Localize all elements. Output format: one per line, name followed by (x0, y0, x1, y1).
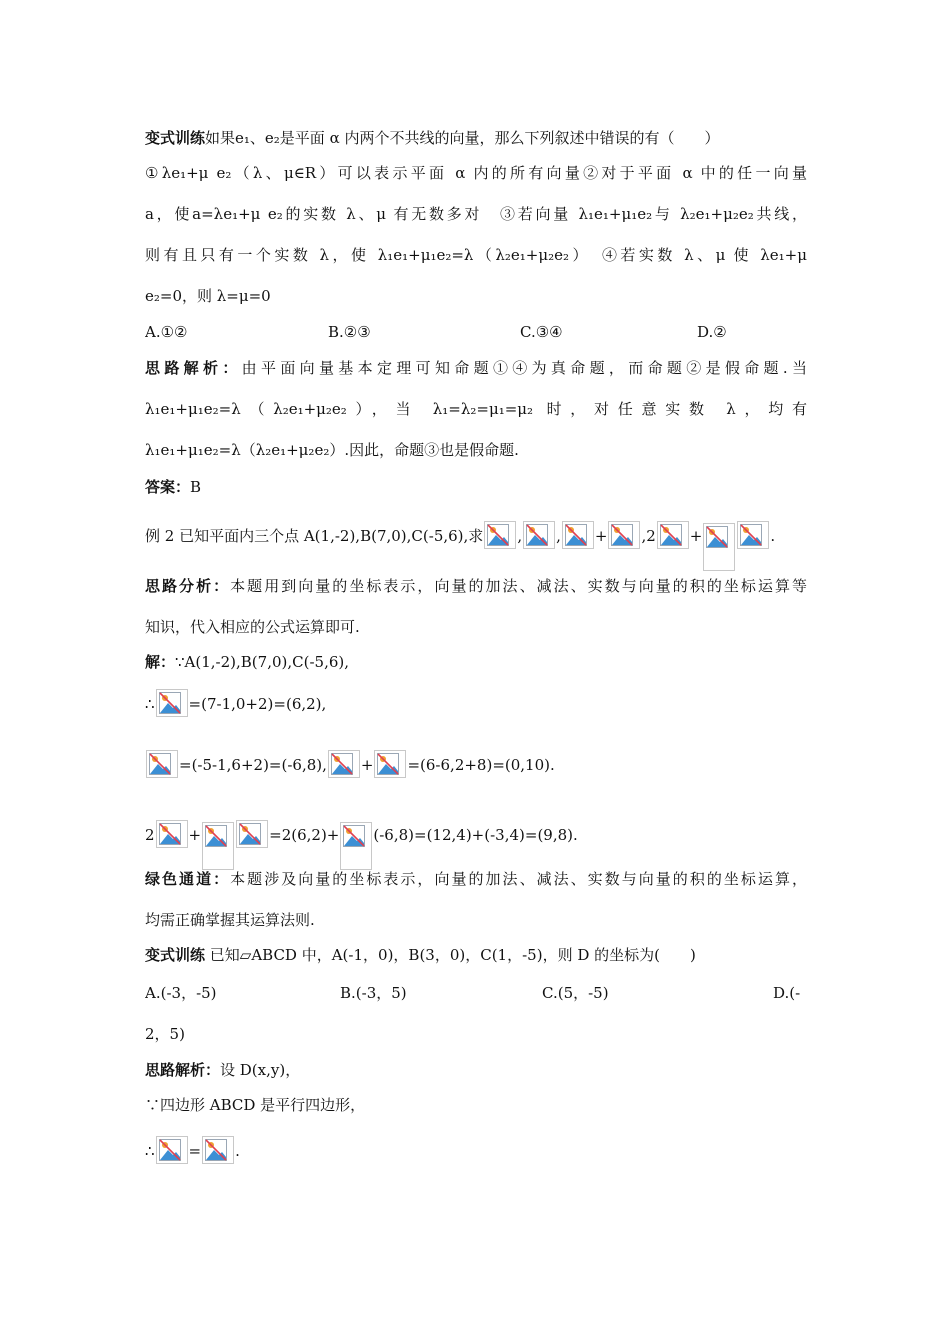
option-c: C.(5，-5) (542, 984, 609, 1002)
vector-image-icon (484, 521, 516, 549)
example2-step-1: ∴ =(7-1,0+2)=(6,2), (145, 683, 807, 729)
vector-image-icon (657, 521, 689, 549)
variant1-line-5: e₂=0，则 λ=μ=0 (145, 287, 271, 305)
variant2-analysis-line-1: 思路解析：设 D(x,y)， (145, 1061, 301, 1079)
option-a: A.(-3，-5) (145, 984, 217, 1002)
variant1-line-4: 则有且只有一个实数 λ，使 λ₁e₁+μ₁e₂=λ（λ₂e₁+μ₂e₂） ④若实数 λ、μ 使 λe₁+μ (145, 246, 807, 264)
variant1-options (145, 322, 807, 344)
answer-value: B (190, 478, 202, 496)
vector-image-icon (236, 820, 268, 848)
analysis-label: 思路解析： (145, 1061, 221, 1079)
analysis-label: 思路分析： (145, 577, 231, 595)
option-b: B.②③ (328, 323, 371, 341)
variant2-options (145, 983, 807, 1005)
example2-step-2: =(-5-1,6+2)=(-6,8), + =(6-6,2+8)=(0,10). (145, 746, 807, 790)
example2-prompt-line: 例 2 已知平面内三个点 A(1,-2),B(7,0),C(-5,6),求 , , + ,2 + . (145, 515, 807, 569)
variant1-answer (145, 477, 807, 497)
variant2-question-line: 变式训练 已知▱ABCD 中，A(-1，0)，B(3，0)，C(1，-5)，则 D 的坐标为( ) (145, 946, 696, 964)
example2-analysis-line-2: 知识，代入相应的公式运算即可. (145, 618, 360, 636)
variant2-analysis-line-2: ∵四边形 ABCD 是平行四边形， (145, 1096, 366, 1114)
variant1-analysis-line-2: λ₁e₁+μ₁e₂=λ（λ₂e₁+μ₂e₂），当 λ₁=λ₂=μ₁=μ₂ 时，对任意实数 λ，均有 (145, 400, 807, 418)
solution-label: 解： (145, 653, 176, 671)
option-d: D.(- (773, 984, 801, 1002)
option-d: D.② (697, 323, 727, 341)
vector-image-icon (156, 1136, 188, 1164)
variant1-question-line (145, 128, 807, 148)
variant1-analysis-line-3: λ₁e₁+μ₁e₂=λ（λ₂e₁+μ₂e₂）.因此，命题③也是假命题. (145, 441, 519, 459)
example2-solution-line: 解：∵A(1,-2),B(7,0),C(-5,6), (145, 653, 350, 671)
green-channel-line-1: 绿色通道：本题涉及向量的坐标表示，向量的加法、减法、实数与向量的积的坐标运算， (145, 870, 807, 888)
vector-image-icon (202, 1136, 234, 1164)
example2-analysis-line-1: 思路分析：本题用到向量的坐标表示，向量的加法、减法、实数与向量的积的坐标运算等 (145, 577, 807, 595)
green-channel-label: 绿色通道： (145, 870, 231, 888)
variant2-label: 变式训练 (145, 946, 206, 964)
example2-prompt: 例 2 已知平面内三个点 A(1,-2),B(7,0),C(-5,6),求 (145, 527, 484, 545)
vector-image-icon (523, 521, 555, 549)
vector-image-icon (374, 750, 406, 778)
variant1-line-2: ①λe₁+μ e₂（λ、μ∈R）可以表示平面 α 内的所有向量②对于平面 α 中的任一向量 (145, 164, 807, 182)
vector-image-icon (146, 750, 178, 778)
example2-step-3: 2 + =2(6,2)+ (-6,8)=(12,4)+(-3,4)=(9,8). (145, 800, 807, 876)
variant1-line-3: a，使a=λe₁+μ e₂的实数 λ、μ 有无数多对 ③若向量 λ₁e₁+μ₁e₂与 λ₂e₁+μ₂e₂共线， (145, 205, 807, 223)
fraction-image-icon (202, 822, 234, 870)
vector-image-icon (156, 820, 188, 848)
option-d-continued: 2，5) (145, 1025, 185, 1043)
variant1-analysis-line-1: 思路解析：由平面向量基本定理可知命题①④为真命题，而命题②是假命题.当 (145, 359, 807, 377)
vector-image-icon (156, 689, 188, 717)
vector-image-icon (737, 521, 769, 549)
vector-image-icon (328, 750, 360, 778)
variant1-question: 如果e₁、e₂是平面 α 内两个不共线的向量，那么下列叙述中错误的有（ ） (205, 129, 720, 147)
vector-image-icon (562, 521, 594, 549)
answer-label: 答案： (145, 478, 191, 496)
fraction-image-icon (703, 523, 735, 571)
option-c: C.③④ (520, 323, 563, 341)
analysis-label: 思路解析： (145, 359, 242, 377)
variant2-equation: ∴ = . (145, 1132, 807, 1176)
variant1-label: 变式训练 (145, 129, 206, 147)
green-channel-line-2: 均需正确掌握其运算法则. (145, 911, 315, 929)
vector-image-icon (608, 521, 640, 549)
fraction-image-icon (340, 822, 372, 870)
option-a: A.①② (145, 323, 188, 341)
option-b: B.(-3，5) (340, 984, 407, 1002)
